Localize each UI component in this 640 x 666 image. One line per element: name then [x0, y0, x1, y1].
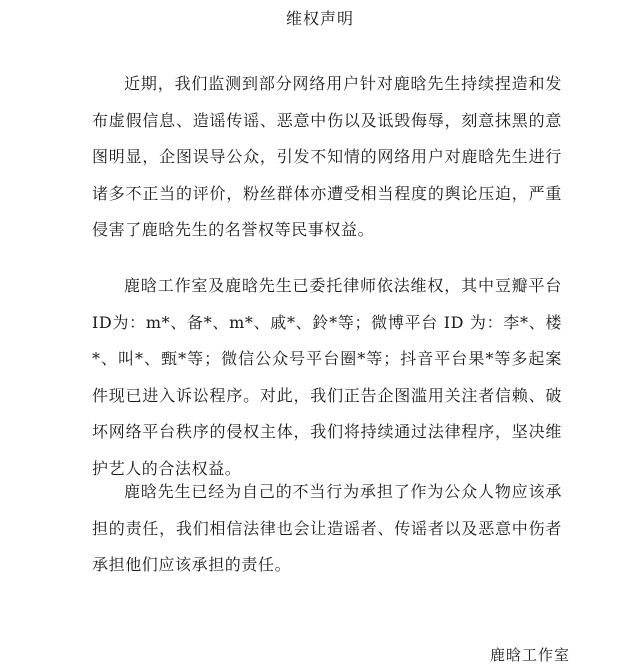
- signature-studio: 鹿晗工作室: [489, 646, 570, 664]
- paragraph-rumor-monitoring: 近期，我们监测到部分网络用户针对鹿晗先生持续捏造和发布虚假信息、造谣传谣、恶意中伤以及诋毁侮辱，刻意抹黑的意图明显，企图误导公众，引发不知情的网络用户对鹿晗先生进行诸多不正当的评价，粉丝群体亦遭受相当程度的舆论压迫，严重侵害了鹿晗先生的名誉权等民事权益。: [92, 74, 562, 239]
- paragraph-responsibility: 鹿晗先生已经为自己的不当行为承担了作为公众人物应该承担的责任，我们相信法律也会让造谣者、传谣者以及恶意中伤者承担他们应该承担的责任。: [92, 482, 562, 574]
- paragraph-legal-action: 鹿晗工作室及鹿晗先生已委托律师依法维权，其中豆瓣平台 ID为：m*、备*、m*、戚*、鈴*等；微博平台 ID 为：李*、楼*、叫*、甄*等；微信公众号平台圈*等；抖音平台果*等多起案件现已进入诉讼程序。对此，我们正告企图滥用关注者信赖、破坏网络平台秩序的侵权主体，我们将持续通过法律程序，坚决维护艺人的合法权益。: [92, 276, 562, 478]
- document-title: 维权声明: [285, 9, 354, 28]
